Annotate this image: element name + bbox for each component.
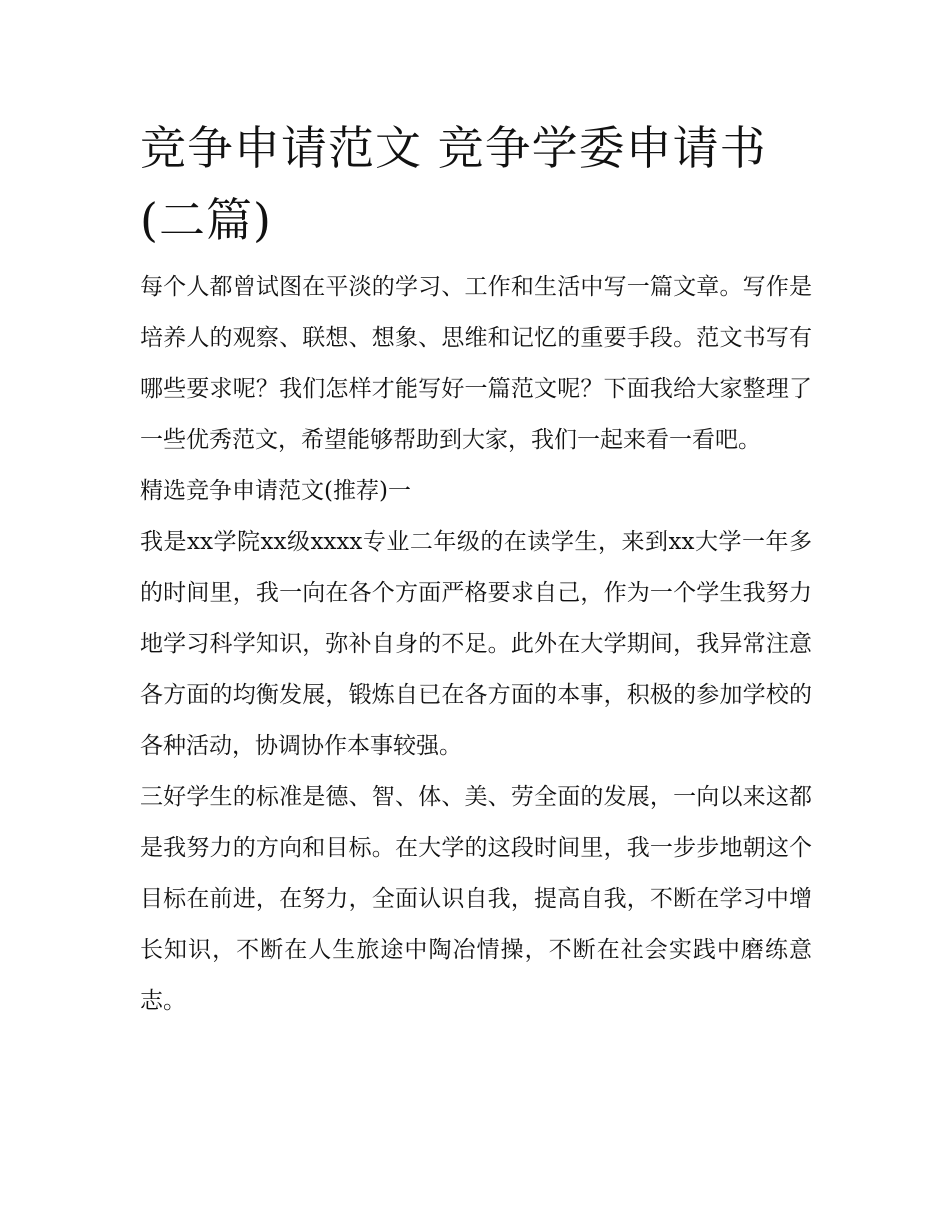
document-title: 竞争申请范文 竞争学委申请书(二篇): [140, 121, 767, 247]
section-heading: 精选竞争申请范文(推荐)一: [140, 478, 411, 504]
body-paragraph-1: 我是xx学院xx级xxxx专业二年级的在读学生，来到xx大学一年多的时间里，我一向在各个方面严格要求自己，作为一个学生我努力地学习科学知识，弥补自身的不足。此外在大学期间，我异常注意各方面的均衡发展，锻炼自已在各方面的本事，积极的参加学校的各种活动，协调协作本事较强。: [140, 529, 812, 759]
body-paragraph-2: 三好学生的标准是德、智、体、美、劳全面的发展，一向以来这都是我努力的方向和目标。在大学的这段时间里，我一步步地朝这个目标在前进，在努力，全面认识自我，提高自我，不断在学习中增长知识，不断在人生旅途中陶冶情操，不断在社会实践中磨练意志。: [140, 784, 812, 1014]
document-body: [140, 112, 812, 1027]
intro-paragraph: 每个人都曾试图在平淡的学习、工作和生活中写一篇文章。写作是培养人的观察、联想、想象、思维和记忆的重要手段。范文书写有哪些要求呢？我们怎样才能写好一篇范文呢？下面我给大家整理了一些优秀范文，希望能够帮助到大家，我们一起来看一看吧。: [140, 274, 812, 453]
